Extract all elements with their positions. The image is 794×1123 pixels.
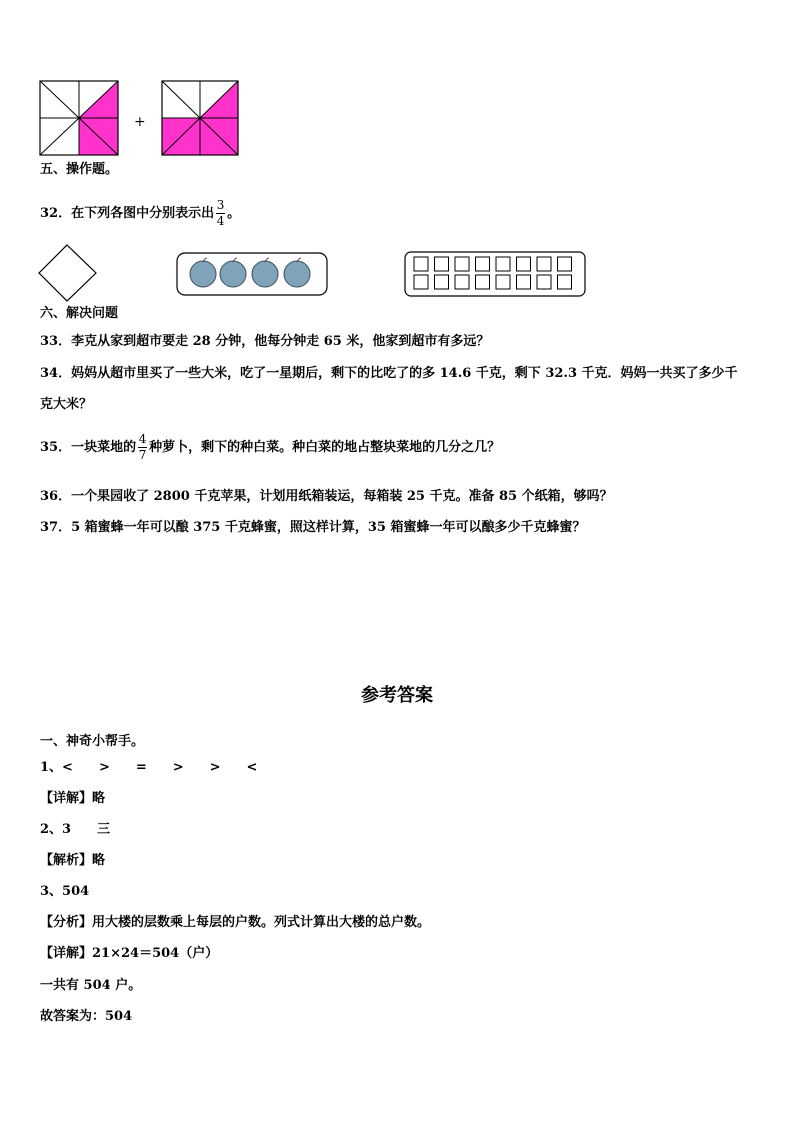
answer-3-detail: 【详解】21×24＝504（户）: [40, 946, 219, 961]
q32-suffix: 。: [227, 206, 241, 221]
grid-square: [537, 275, 551, 289]
answer-3-final: 故答案为：504: [40, 1009, 133, 1024]
apples-box: [176, 252, 328, 296]
question-36: 36．一个果园收了 2800 千克苹果，计划用纸箱装运，每箱装 25 千克。准备 85 个纸箱，够吗？: [40, 489, 613, 504]
q32-prefix: 32．在下列各图中分别表示出: [40, 206, 215, 221]
grid-square: [435, 257, 449, 271]
q35-fraction: [138, 433, 147, 462]
grid-square: [455, 257, 469, 271]
section-heading-problems: 六、解决问题: [40, 306, 119, 321]
q35-prefix: 35．一块菜地的: [40, 440, 137, 455]
question-33: 33．李克从家到超市要走 28 分钟，他每分钟走 65 米，他家到超市有多远？: [40, 334, 490, 349]
answer-2: 2、3 三: [40, 822, 111, 837]
answer-3: 3、504: [40, 884, 90, 899]
answer-3-total: 一共有 504 户。: [40, 978, 142, 993]
fraction-denominator: 4: [216, 214, 225, 228]
q35-suffix: 种萝卜，剩下的种白菜。种白菜的地占整块菜地的几分之几？: [149, 440, 501, 455]
grid-square: [517, 257, 531, 271]
answers-title: 参考答案: [361, 685, 433, 706]
fraction-square-right: [162, 81, 238, 155]
grid-square: [496, 257, 510, 271]
grid-square: [558, 257, 572, 271]
plus-sign: +: [134, 114, 146, 130]
fraction-numerator: 3: [216, 198, 225, 212]
grid-square: [455, 275, 469, 289]
grid-square: [435, 275, 449, 289]
q32-fraction: [216, 199, 225, 228]
answer-2-analysis: 【解析】略: [40, 853, 106, 868]
answer-1-detail: 【详解】略: [40, 791, 106, 806]
grid-square: [414, 257, 428, 271]
answer-3-analysis: 【分析】用大楼的层数乘上每层的户数。列式计算出大楼的总户数。: [40, 915, 431, 930]
fraction-square-left: [40, 81, 118, 155]
grid-square: [476, 275, 490, 289]
question-35: [40, 433, 500, 462]
section-heading-operation: 五、操作题。: [40, 162, 119, 177]
grid-square: [496, 275, 510, 289]
question-32: [40, 199, 240, 228]
question-37: 37．5 箱蜜蜂一年可以酿 375 千克蜂蜜，照这样计算，35 箱蜜蜂一年可以酿多少千克蜂蜜？: [40, 520, 586, 535]
fraction-numerator: 4: [138, 432, 147, 446]
grid-square: [517, 275, 531, 289]
grid-square: [558, 275, 572, 289]
diamond-shape: [38, 244, 98, 302]
grid-square: [476, 257, 490, 271]
grid-square: [414, 275, 428, 289]
grid-square: [537, 257, 551, 271]
fraction-denominator: 7: [138, 448, 147, 462]
question-34-line1: 34．妈妈从超市里买了一些大米，吃了一星期后，剩下的比吃了的多 14.6 千克，剩下 32.3 千克．妈妈一共买了多少千: [40, 366, 738, 381]
answers-section1-heading: 一、神奇小帮手。: [40, 734, 145, 749]
squares-grid-box: [404, 251, 586, 297]
question-34-line2: 克大米？: [40, 397, 93, 412]
answer-1: 1、< > = > > <: [40, 760, 258, 775]
